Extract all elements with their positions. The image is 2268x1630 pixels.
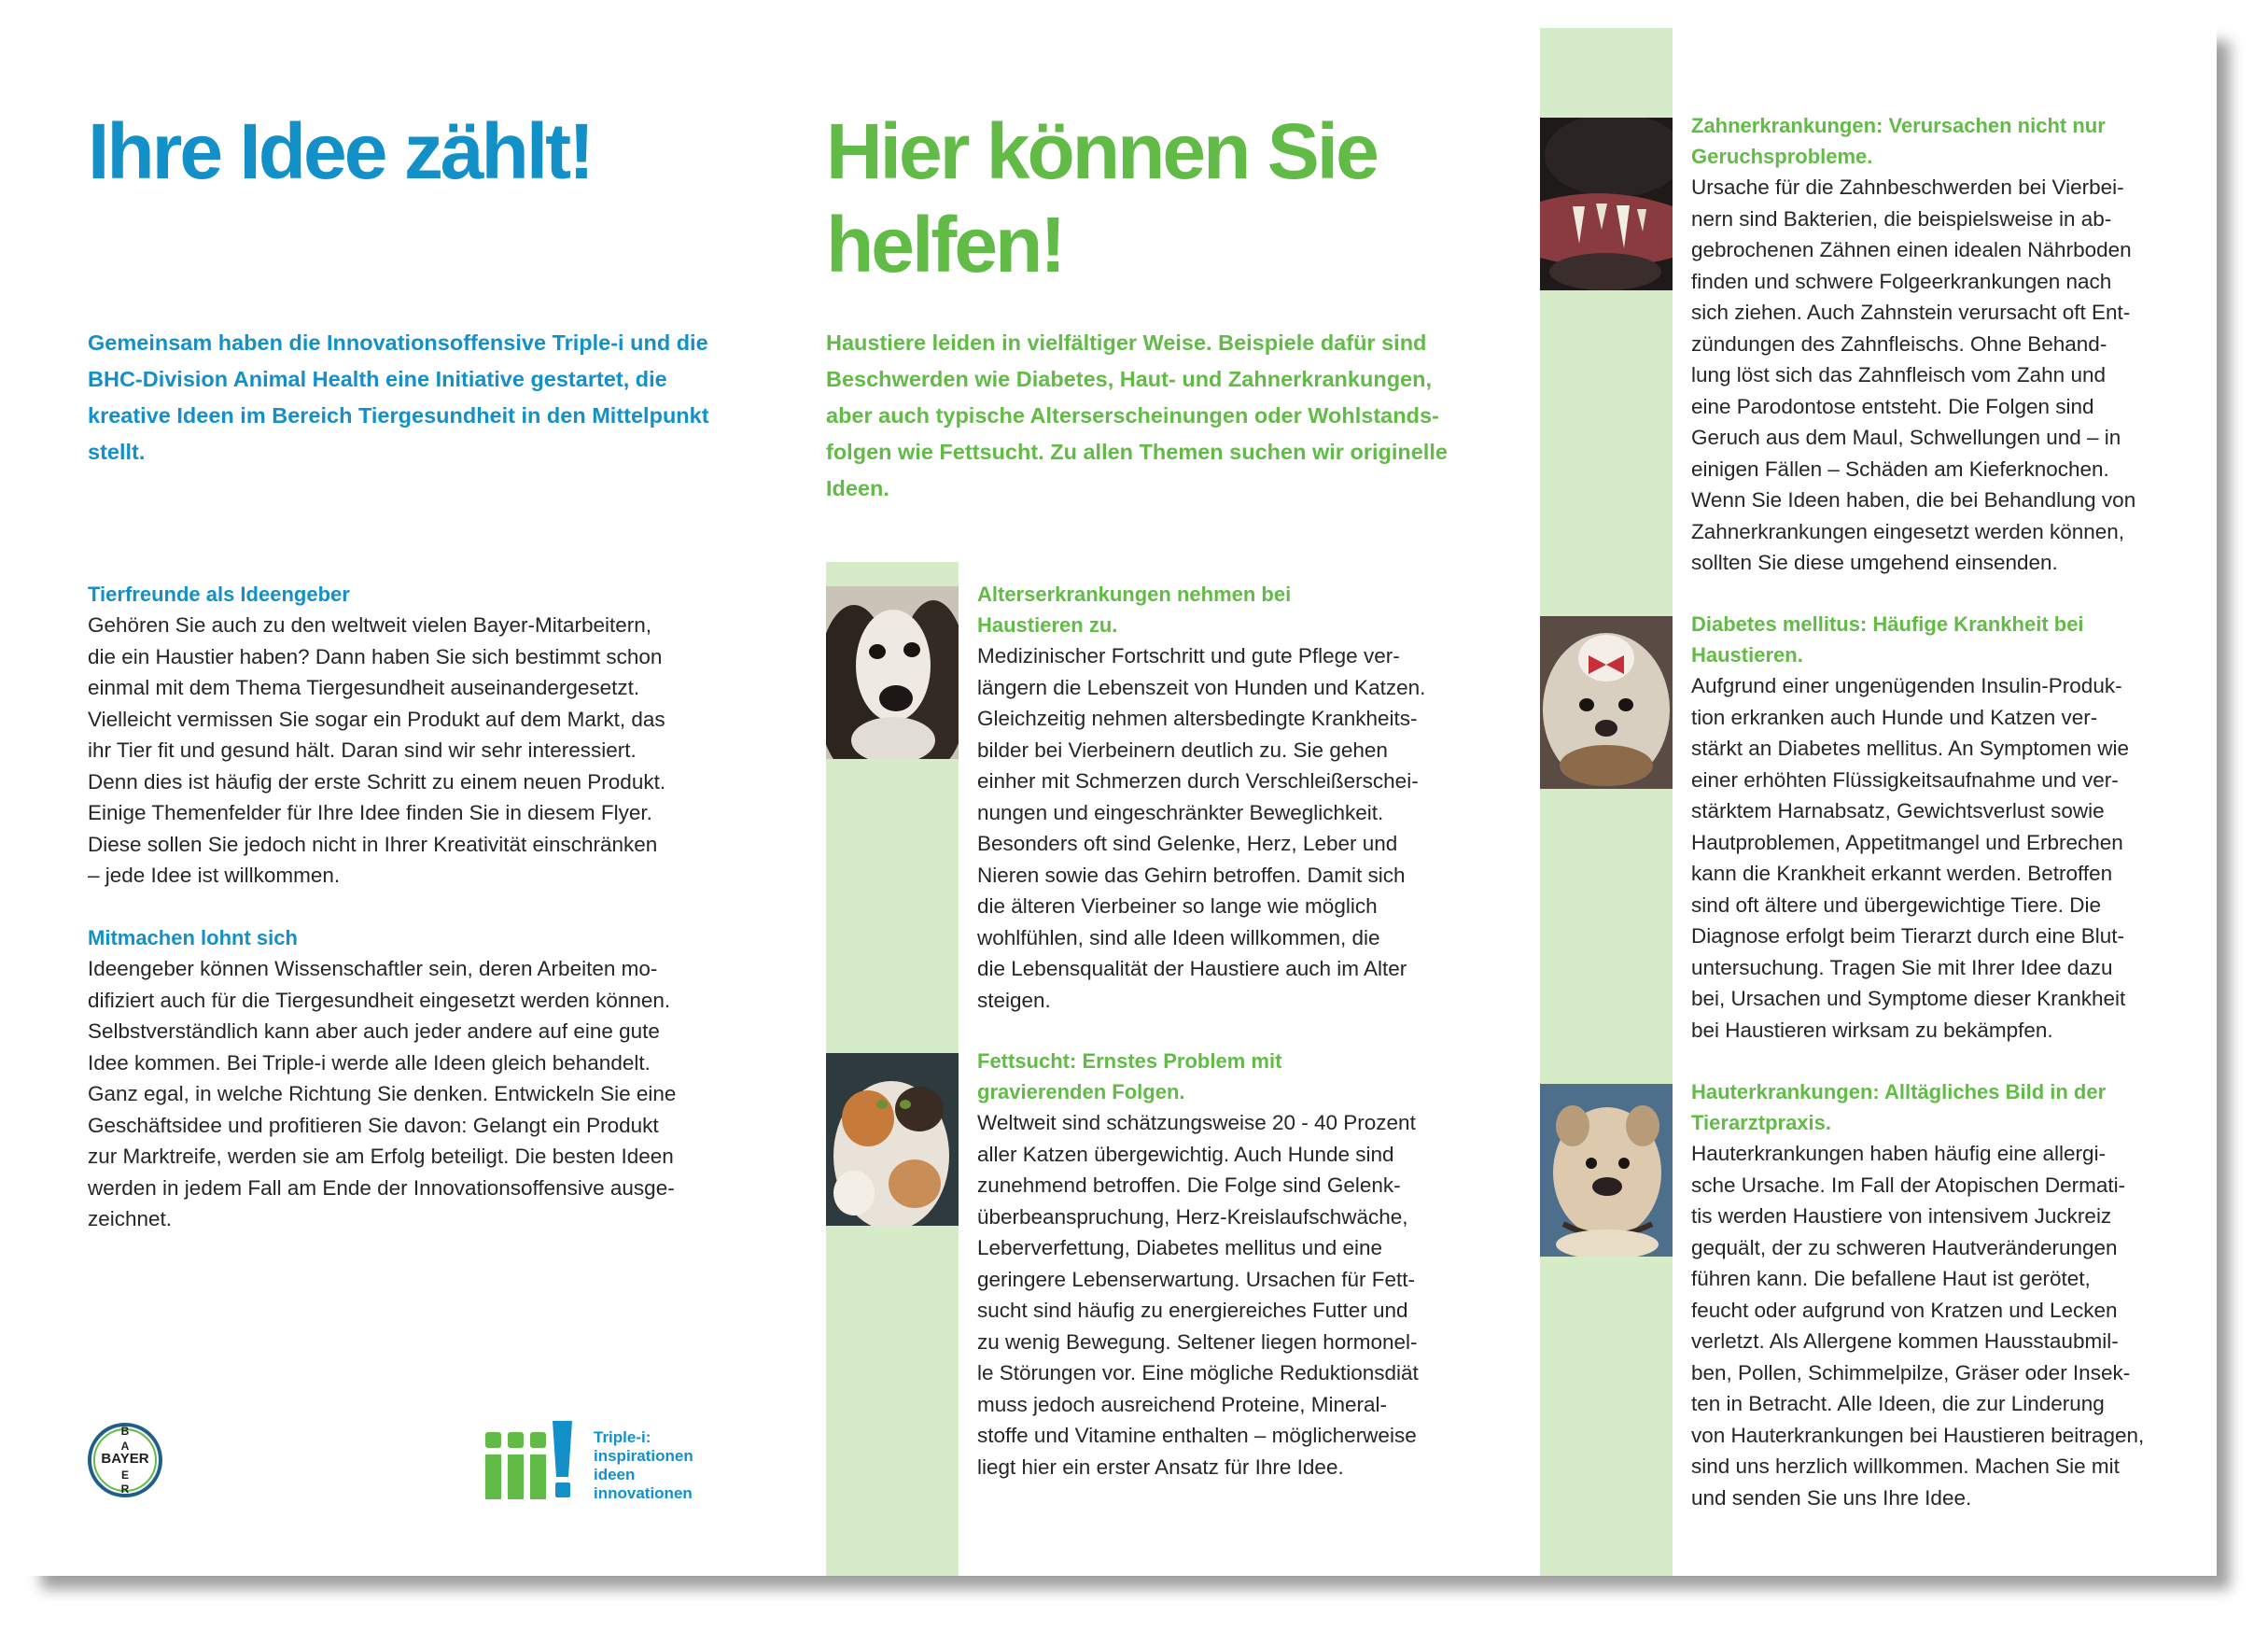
section-body: Aufgrund einer ungenügenden Insulin-Produk- tion erkranken auch Hunde und Katzen ver- stärkt an Diabetes mellitus. An Symptomen wie einer erhöhten Flüssigkeitsaufnahme und ver- stärktem Harnabsatz, Gewichtsverlust sowie Hautproblemen, Appetitmangel und Erbrechen kann die Krankheit erkannt werden. Betroffen sind oft ältere und übergewichtige Tiere. Die Diagnose erfolgt beim Tierarzt durch eine Blut- untersuchung. Tragen Sie mit Ihrer Idee dazu bei, Ursachen und Symptome dieser Krankheit bei Haustieren wirksam zu bekämpfen. — [1691, 674, 2129, 1042]
right-section-2 — [1691, 609, 2214, 1046]
bayer-letter: E — [120, 1468, 129, 1482]
bayer-logo-vertical — [119, 1425, 131, 1497]
bayer-letter: A — [120, 1439, 130, 1453]
section-heading: Mitmachen lohnt sich — [88, 926, 298, 949]
triple-i-line: inspirationen — [594, 1447, 693, 1465]
brochure-page — [28, 28, 2217, 1576]
bulldog-photo — [1540, 1084, 1673, 1257]
triple-i-line: Triple-i: — [594, 1428, 651, 1446]
section-heading: Tierfreunde als Ideengeber — [88, 583, 350, 606]
cat-photo — [826, 1053, 959, 1226]
triple-i-text — [594, 1428, 693, 1503]
middle-title — [826, 105, 1517, 291]
bayer-logo — [86, 1421, 164, 1499]
section-heading: Zahnerkrankungen: Verursachen nicht nur Geruchsprobleme. — [1691, 114, 2106, 168]
section-body: Ideengeber können Wissenschaftler sein, deren Arbeiten mo- difiziert auch für die Tiergesundheit eingesetzt werden können. Selbstverständlich kann aber auch jeder andere auf eine gute Idee kommen. Bei Triple-i werde alle Ideen gleich behandelt. Ganz egal, in welche Richtung Sie denken. Entwickeln Sie eine Geschäftsidee und profitieren Sie davon: Gelangt ein Produkt zur Marktreife, werden sie am Erfolg beteiligt. Die besten Ideen werden in jedem Fall am Ende der Innovationsoffensive ausge- zeichnet. — [88, 957, 677, 1230]
right-section-1 — [1691, 110, 2214, 579]
middle-title-line-2: helfen! — [826, 201, 1064, 288]
dog-teeth-photo — [1540, 118, 1673, 290]
bayer-letter: B — [120, 1425, 130, 1438]
section-body: Hauterkrankungen haben häufig eine allergi- sche Ursache. Im Fall der Atopischen Dermati- tis werden Haustiere von intensivem Juckreiz gequält, der zu schweren Hautveränderungen führen kann. Die befallene Haut ist gerötet, feucht oder aufgrund von Kratzen und Lecken verletzt. Als Allergene kommen Hausstaubmil- ben, Pollen, Schimmelpilze, Gräser oder Insek- ten in Betracht. Alle Ideen, die zur Linderung von Hauterkrankungen bei Haustieren beitragen, sind uns herzlich willkommen. Machen Sie mit und senden Sie uns Ihre Idee. — [1691, 1142, 2145, 1510]
section-body: Ursache für die Zahnbeschwerden bei Vierbei- nern sind Bakterien, die beispielsweise in ab- gebrochenen Zähnen einen idealen Nährboden finden und schwere Folgeerkrankungen nach sich ziehen. Auch Zahnstein verursacht oft Ent- zündungen des Zahnfleischs. Ohne Behand- lung löst sich das Zahnfleisch vom Zahn und eine Parodontose entsteht. Die Folgen sind Geruch aus dem Maul, Schwellungen und – in einigen Fällen – Schäden am Kieferknochen. Wenn Sie Ideen haben, die bei Behandlung von Zahnerkrankungen eingesetzt werden können, sollten Sie diese umgehend einsenden. — [1691, 176, 2136, 574]
section-heading: Alterserkrankungen nehmen bei Haustieren zu. — [977, 583, 1292, 637]
middle-section-1 — [977, 579, 1519, 1016]
section-body: Medizinischer Fortschritt und gute Pflege ver- längern die Lebenszeit von Hunden und Katzen. Gleichzeitig nehmen altersbedingte Krankheits- bilder bei Vierbeinern deutlich zu. Sie gehen einher mit Schmerzen durch Verschleißerschei- nungen und eingeschränkter Beweglichkeit. Besonders oft sind Gelenke, Herz, Leber und Nieren sowie das Gehirn betroffen. Damit sich die älteren Vierbeiner so lange wie möglich wohlfühlen, sind alle Ideen willkommen, die die Lebensqualität der Haustiere auch im Alter steigen. — [977, 644, 1426, 1012]
left-section-1 — [88, 579, 778, 892]
triple-i-line: innovationen — [594, 1484, 693, 1502]
section-body: Weltweit sind schätzungsweise 20 - 40 Prozent aller Katzen übergewichtig. Auch Hunde sind zunehmend betroffen. Die Folge sind Gelenk- überbeanspruchung, Herz-Kreislaufschwäche, Leberverfettung, Diabetes mellitus und eine geringere Lebenserwartung. Ursachen für Fett- sucht sind häufig zu energiereiches Futter und zu wenig Bewegung. Seltener liegen hormonel- le Störungen vor. Eine mögliche Reduktionsdiät muss jedoch ausreichend Proteine, Mineral- stoffe und Vitamine enthalten – möglicherweise liegt hier ein erster Ansatz für Ihre Idee. — [977, 1111, 1419, 1479]
section-body: Gehören Sie auch zu den weltweit vielen Bayer-Mitarbeitern, die ein Haustier haben? Dann haben Sie sich bestimmt schon einmal mit dem Thema Tiergesundheit auseinandergesetzt. Vielleicht vermissen Sie sogar ein Produkt auf dem Markt, das ihr Tier fit und gesund hält. Daran sind wir sehr interessiert. Denn dies ist häufig der erste Schritt zu einem neuen Produkt. Einige Themenfelder für Ihre Idee finden Sie in diesem Flyer. Diese sollen Sie jedoch nicht in Ihrer Kreativität einschränken – jede Idee ist willkommen. — [88, 613, 666, 887]
middle-section-2 — [977, 1046, 1519, 1482]
yorkshire-terrier-photo — [1540, 616, 1673, 789]
bayer-letter: R — [120, 1482, 130, 1496]
middle-lead: Haustiere leiden in vielfältiger Weise. Beispiele dafür sind Beschwerden wie Diabetes, Haut- und Zahnerkrankungen, aber auch typische Alterserscheinungen oder Wohlstands- folgen wie Fettsucht. Zu allen Themen suchen wir originelle Ideen. — [826, 330, 1448, 500]
triple-i-logo — [483, 1417, 763, 1511]
left-title: Ihre Idee zählt! — [88, 107, 593, 195]
section-heading: Hauterkrankungen: Alltägliches Bild in der Tierarztpraxis. — [1691, 1080, 2107, 1134]
right-section-3 — [1691, 1076, 2214, 1513]
section-heading: Diabetes mellitus: Häufige Krankheit bei Haustieren. — [1691, 612, 2084, 667]
middle-title-line-1: Hier können Sie — [826, 107, 1377, 195]
section-heading: Fettsucht: Ernstes Problem mit gravierenden Folgen. — [977, 1049, 1282, 1103]
spaniel-dog-photo — [826, 586, 959, 759]
bayer-logo-horizontal: BAYER — [101, 1451, 149, 1467]
left-lead: Gemeinsam haben die Innovationsoffensive Triple-i und die BHC-Division Animal Health eine Initiative gestartet, die kreative Ideen im Bereich Tiergesundheit in den Mittelpunkt stellt. — [88, 330, 709, 464]
left-section-2 — [88, 922, 778, 1235]
triple-i-line: ideen — [594, 1466, 636, 1483]
